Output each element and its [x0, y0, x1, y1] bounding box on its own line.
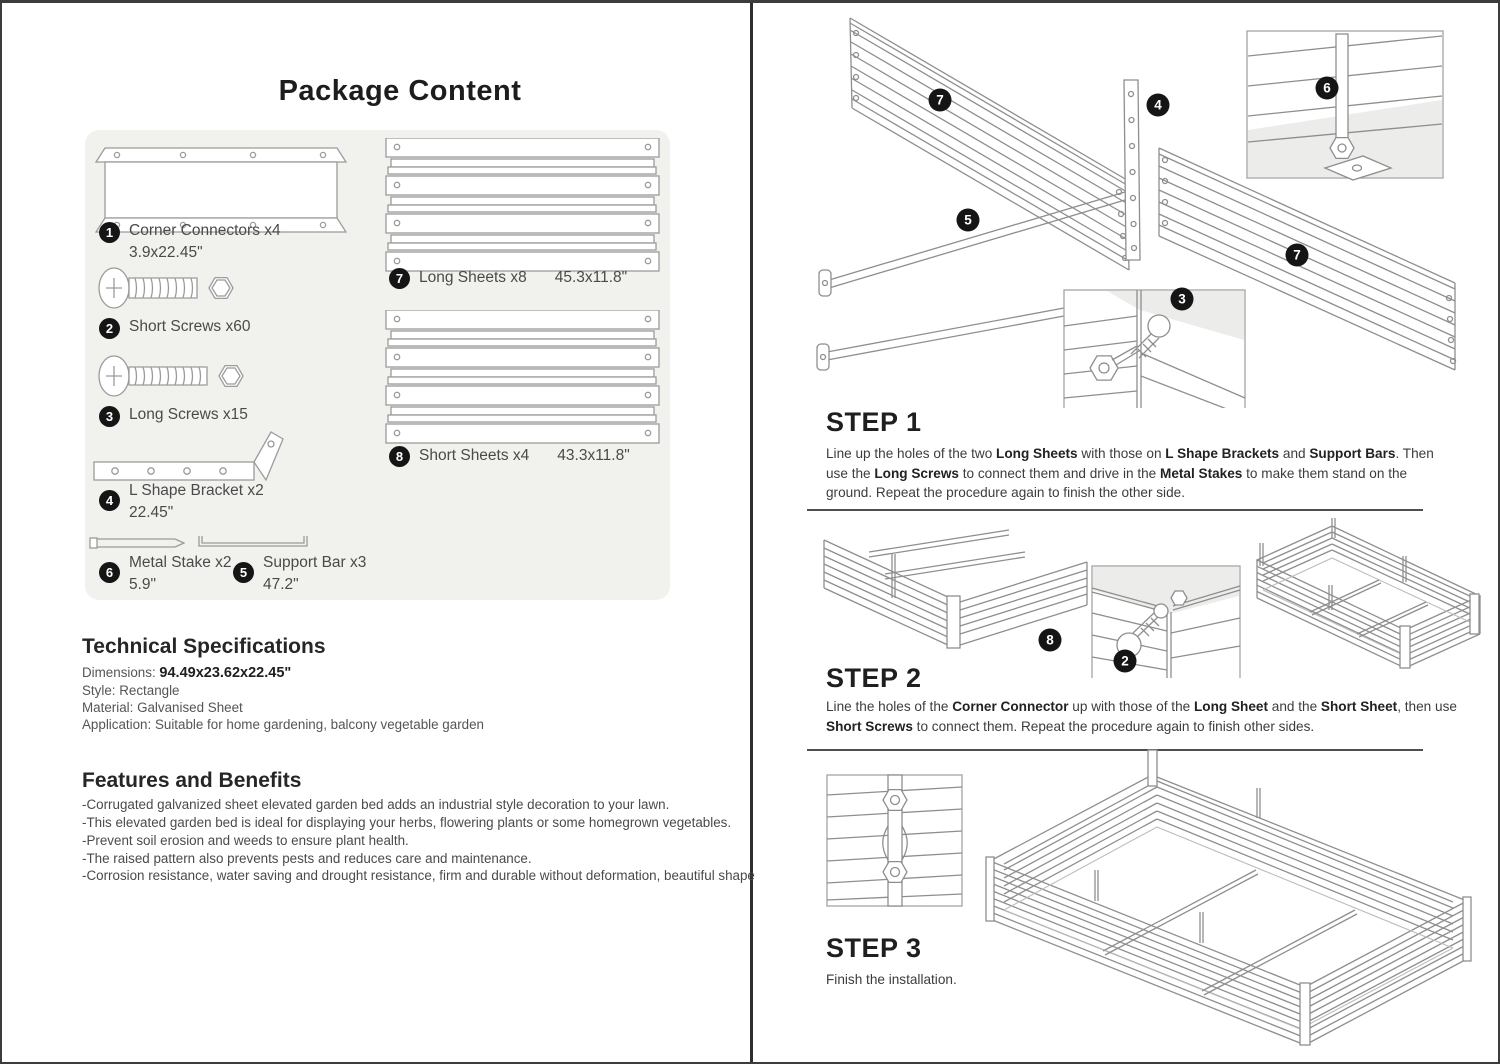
- section-divider: [807, 509, 1423, 511]
- package-item: [233, 554, 366, 594]
- spec-value: 94.49x23.62x22.45": [159, 665, 292, 681]
- item-label: Support Bar x3: [263, 554, 367, 571]
- spec-material: Material: Galvanised Sheet: [82, 700, 243, 715]
- short-sheets-drawing: [385, 310, 662, 446]
- item-number-badge: 7: [389, 268, 410, 289]
- spec-dimensions: [82, 665, 291, 681]
- package-item: [99, 482, 264, 522]
- item-size: 22.45": [129, 503, 174, 521]
- spec-application: Application: Suitable for home gardening, balcony vegetable garden: [82, 717, 484, 732]
- package-item: [99, 406, 248, 427]
- item-label: Metal Stake x2: [129, 554, 232, 571]
- item-number-badge: 3: [99, 406, 120, 427]
- feature-line: -Corrugated galvanized sheet elevated garden bed adds an industrial style decoration to your lawn.: [82, 797, 670, 812]
- features-heading: Features and Benefits: [82, 769, 302, 792]
- feature-line: -Corrosion resistance, water saving and drought resistance, firm and durable without deformation, beautiful shape: [82, 868, 755, 883]
- tech-specs-heading: Technical Specifications: [82, 635, 326, 658]
- item-number-badge: 8: [389, 446, 410, 467]
- spec-style: Style: Rectangle: [82, 683, 180, 698]
- item-label: Corner Connectors x4: [129, 222, 281, 239]
- metal-stake-drawing: [89, 534, 185, 552]
- page-title: Package Content: [278, 75, 522, 107]
- long-sheets-drawing: [385, 138, 662, 274]
- item-size: 3.9x22.45": [129, 243, 203, 261]
- support-bar-drawing: [197, 534, 309, 552]
- step1-diagram: [807, 8, 1487, 408]
- step1-body: Line up the holes of the two Long Sheets with those on L Shape Brackets and Support Bars. Then use the Long Screws to connect them and drive in the Metal Stakes to make them stand on the ground. Repeat the procedure again to finish the other side.: [826, 446, 1434, 501]
- spec-label: Dimensions:: [82, 665, 156, 680]
- short-screw-drawing: [97, 266, 239, 310]
- package-item: [99, 222, 281, 262]
- step3-diagram: [807, 748, 1497, 1063]
- package-item: [389, 268, 627, 289]
- long-screw-drawing: [97, 354, 249, 398]
- callout-badge-long-screw: 3: [1171, 288, 1194, 311]
- item-size: 43.3x11.8": [557, 447, 630, 465]
- item-label: Short Screws x60: [129, 318, 251, 335]
- item-number-badge: 6: [99, 562, 120, 583]
- item-size: 5.9": [129, 575, 157, 593]
- item-size: 47.2": [263, 575, 299, 593]
- callout-badge-short-sheet: 8: [1039, 629, 1062, 652]
- callout-badge-metal-stake: 6: [1316, 77, 1339, 100]
- callout-badge-long-sheet: 7: [1286, 244, 1309, 267]
- page-divider: [750, 3, 753, 1064]
- callout-badge-l-shape-bracket: 4: [1147, 94, 1170, 117]
- item-label: Short Sheets x4: [419, 447, 530, 465]
- feature-line: -The raised pattern also prevents pests and reduces care and maintenance.: [82, 851, 532, 866]
- package-item: [99, 554, 232, 594]
- item-label: Long Screws x15: [129, 406, 248, 423]
- feature-line: -Prevent soil erosion and weeds to ensure plant health.: [82, 833, 409, 848]
- step3-body: Finish the installation.: [826, 972, 957, 987]
- step2-body: Line the holes of the Corner Connector up with those of the Long Sheet and the Short Sheet, then use Short Screws to connect them. Repeat the procedure again to finish other sides.: [826, 699, 1457, 734]
- step2-heading: STEP 2: [826, 663, 922, 693]
- callout-badge-short-screw: 2: [1114, 650, 1137, 673]
- step2-diagram: [807, 518, 1497, 678]
- callout-badge-long-sheet: 7: [929, 89, 952, 112]
- step3-heading: STEP 3: [826, 933, 922, 963]
- item-number-badge: 4: [99, 490, 120, 511]
- package-content-panel: [85, 130, 670, 600]
- item-number-badge: 1: [99, 222, 120, 243]
- feature-line: -This elevated garden bed is ideal for displaying your herbs, flowering plants or some homegrown vegetables.: [82, 815, 732, 830]
- item-label: Long Sheets x8: [419, 269, 527, 287]
- callout-badge-support-bar: 5: [957, 209, 980, 232]
- item-number-badge: 5: [233, 562, 254, 583]
- l-shape-bracket-drawing: [93, 428, 285, 486]
- step1-heading: STEP 1: [826, 407, 922, 437]
- item-number-badge: 2: [99, 318, 120, 339]
- package-item: [389, 446, 630, 467]
- item-size: 45.3x11.8": [554, 269, 628, 287]
- item-label: L Shape Bracket x2: [129, 482, 264, 499]
- package-item: [99, 318, 250, 339]
